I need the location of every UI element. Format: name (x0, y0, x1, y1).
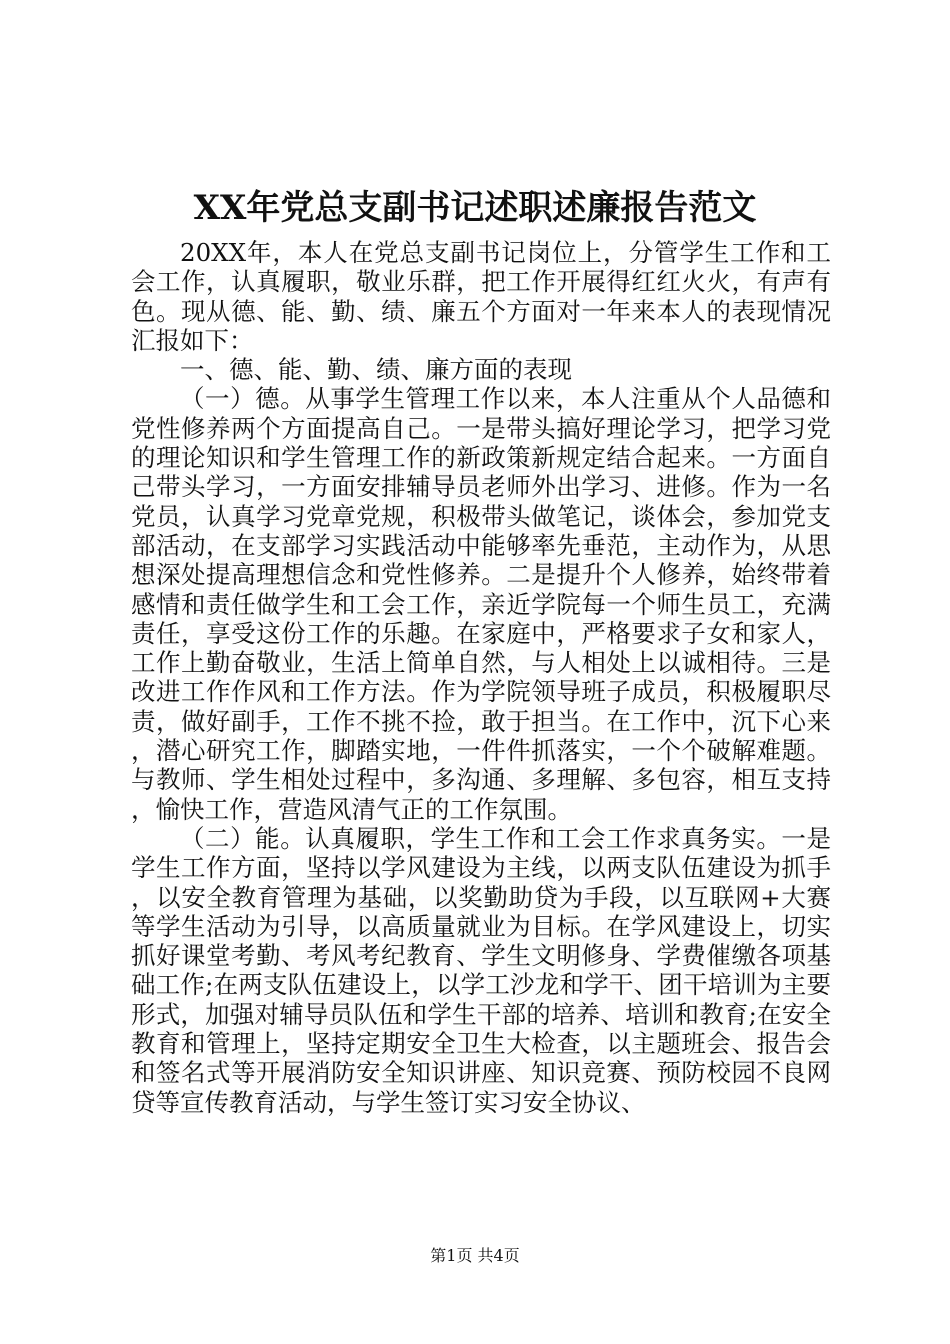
document-body (131, 238, 831, 1117)
paragraph-intro: 20XX年，本人在党总支副书记岗位上，分管学生工作和工会工作，认真履职，敬业乐群，把工作开展得红红火火，有声有色。现从德、能、勤、绩、廉五个方面对一年来本人的表现情况汇报如下： (131, 238, 831, 355)
page-title: XX年党总支副书记述职述廉报告范文 (193, 188, 757, 228)
page-footer: 第1页 共4页 (430, 1246, 520, 1265)
section-heading: 一、德、能、勤、绩、廉方面的表现 (180, 355, 572, 385)
paragraph-de: （一）德。从事学生管理工作以来，本人注重从个人品德和党性修养两个方面提高自己。一是带头搞好理论学习，把学习党的理论知识和学生管理工作的新政策新规定结合起来。一方面自己带头学习，一方面安排辅导员老师外出学习、进修。作为一名党员，认真学习党章党规，积极带头做笔记，谈体会，参加党支部活动，在支部学习实践活动中能够率先垂范，主动作为，从思想深处提高理想信念和党性修养。二是提升个人修养，始终带着感情和责任做学生和工会工作，亲近学院每一个师生员工，充满责任，享受这份工作的乐趣。在家庭中，严格要求子女和家人，工作上勤奋敬业，生活上简单自然，与人相处上以诚相待。三是改进工作作风和工作方法。作为学院领导班子成员，积极履职尽责，做好副手，工作不挑不捡，敢于担当。在工作中，沉下心来，潜心研究工作，脚踏实地，一件件抓落实，一个个破解难题。与教师、学生相处过程中，多沟通、多理解、多包容，相互支持，愉快工作，营造风清气正的工作氛围。 (131, 384, 831, 824)
paragraph-neng: （二）能。认真履职，学生工作和工会工作求真务实。一是学生工作方面，坚持以学风建设为主线，以两支队伍建设为抓手，以安全教育管理为基础，以奖勤助贷为手段，以互联网+大赛等学生活动为引导，以高质量就业为目标。在学风建设上，切实抓好课堂考勤、考风考纪教育、学生文明修身、学费催缴各项基础工作;在两支队伍建设上，以学工沙龙和学干、团干培训为主要形式，加强对辅导员队伍和学生干部的培养、培训和教育;在安全教育和管理上，坚持定期安全卫生大检查，以主题班会、报告会和签名式等开展消防安全知识讲座、知识竞赛、预防校园不良网贷等宣传教育活动，与学生签订实习安全协议、 (131, 823, 831, 1117)
